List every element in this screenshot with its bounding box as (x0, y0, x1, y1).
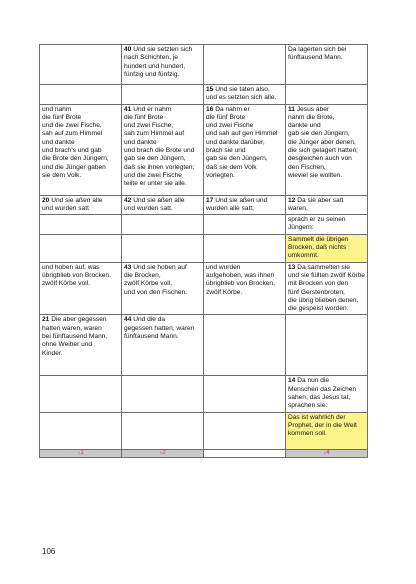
verse-text: die fünf Brote (42, 113, 82, 121)
verse-text: daß sie dem Volk (206, 163, 257, 171)
cell-text-line (288, 377, 365, 385)
verse-text: Und sie aßen und (215, 196, 268, 204)
table-cell (40, 215, 122, 235)
cell-text-line (206, 122, 283, 130)
cell-text-line (42, 122, 119, 130)
cell-text-line (288, 164, 365, 172)
cell-text-line (288, 280, 365, 288)
table-cell (122, 215, 204, 235)
cell-text-line (124, 316, 201, 324)
verse-text: dankte und (288, 122, 321, 130)
verse-number: 17 (206, 196, 214, 204)
cell-text-line (42, 316, 119, 324)
cell-text-line (206, 272, 283, 280)
verse-text: sprachen sie: (288, 402, 328, 410)
cell-text-line (288, 386, 365, 394)
verse-text: gegessen hatten, waren (124, 324, 195, 332)
table-cell (40, 234, 122, 262)
cell-text-line (124, 180, 201, 188)
table-row (40, 215, 368, 235)
cell-text-line (124, 325, 201, 333)
verse-text: Und sie hoben auf (133, 263, 187, 271)
table-cell (286, 412, 368, 449)
cell-text-line (288, 224, 365, 232)
nav-link-1[interactable]: ↓1 (40, 449, 122, 457)
cell-text-line (124, 155, 201, 163)
verse-text: und von den Fischen. (124, 288, 188, 296)
table-cell (204, 234, 286, 262)
verse-number: 16 (206, 105, 214, 113)
cell-text-line (124, 197, 201, 205)
verse-text: hatten waren, waren (42, 324, 102, 332)
verse-text: sie dem Volk. (42, 171, 82, 179)
verse-text: und die zwei Fische (124, 171, 182, 179)
cell-text-line (288, 130, 365, 138)
verse-text: übrigblieb von Brocken, (42, 271, 111, 279)
verse-text: Da sie aber satt (297, 196, 344, 204)
verse-text: den Fischen, (288, 163, 326, 171)
cell-text-line (42, 147, 119, 155)
table-cell (204, 85, 286, 105)
verse-text: und brach's und gab (42, 147, 102, 155)
cell-text-line (288, 272, 365, 280)
verse-text: und sie füllten zwölf Körbe (288, 271, 365, 279)
cell-text-line (206, 205, 283, 213)
cell-text-line (206, 114, 283, 122)
verse-text: die fünf Brote (124, 113, 164, 121)
table-cell (286, 215, 368, 235)
cell-text-line (288, 46, 365, 54)
verse-text: die übrig blieben denen, (288, 296, 359, 304)
cell-text-line (206, 106, 283, 114)
verse-text: und zwei Fische (206, 122, 254, 130)
cell-text-line (288, 114, 365, 122)
verse-text: wurden alle satt; (206, 204, 255, 212)
verse-text: bei fünftausend Mann, (42, 333, 108, 341)
verse-text: nach Schichten, je (124, 54, 178, 62)
table-cell (122, 45, 204, 85)
verse-text: Prophet, der in die Welt (288, 421, 357, 429)
table-cell (204, 262, 286, 315)
cell-text-line (42, 164, 119, 172)
cell-text-line (288, 216, 365, 224)
cell-text-line (288, 422, 365, 430)
cell-text-line (124, 280, 201, 288)
cell-text-line (288, 264, 365, 272)
cell-text-line (42, 106, 119, 114)
verse-text: fünfzig und fünfzig. (124, 70, 180, 78)
verse-text: Kinder. (42, 349, 63, 357)
table-row (40, 234, 368, 262)
table-cell (286, 104, 368, 195)
cell-text-line (42, 350, 119, 358)
table-cell (204, 45, 286, 85)
synopsis-table (39, 44, 368, 458)
cell-text-line (124, 106, 201, 114)
cell-text-line (206, 86, 283, 94)
verse-text: gab sie den Jüngern, (124, 155, 186, 163)
cell-text-line (206, 289, 283, 297)
verse-number: 40 (124, 46, 132, 53)
verse-text: gab sie den Jüngern, (206, 155, 268, 163)
verse-number: 15 (206, 86, 214, 93)
cell-text-line (124, 289, 201, 297)
page-number: 106 (42, 547, 56, 556)
table-cell (204, 215, 286, 235)
table-cell (204, 315, 286, 376)
verse-text: die Brote den Jüngern, (42, 155, 109, 163)
cell-text-line (124, 63, 201, 71)
cell-text-line (124, 54, 201, 62)
nav-link-4[interactable]: ↓4 (286, 449, 368, 457)
verse-text: Und die da (133, 316, 166, 324)
verse-text: Jesus aber (296, 105, 330, 113)
cell-text-line (42, 280, 119, 288)
cell-text-line (124, 122, 201, 130)
verse-text: und dankte darüber, (206, 138, 265, 146)
table-row (40, 262, 368, 315)
verse-text: desgleichen auch von (288, 155, 352, 163)
verse-number: 42 (124, 196, 132, 204)
cell-text-line (288, 172, 365, 180)
cell-text-line (42, 341, 119, 349)
verse-text: fünf Gerstenbroten, (288, 288, 345, 296)
verse-text: sah zum Himmel auf (124, 130, 185, 138)
verse-text: und hoben auf, was (42, 263, 100, 271)
cell-text-line (288, 147, 365, 155)
verse-text: waren, (288, 204, 308, 212)
verse-number: 44 (124, 316, 132, 324)
verse-text: Und sie taten also, (215, 86, 270, 93)
cell-text-line (288, 54, 365, 62)
verse-text: Das ist wahrlich der (288, 413, 346, 421)
verse-text: und wurden satt (42, 204, 89, 212)
verse-text: Sammelt die übrigen (288, 235, 349, 243)
verse-text: und zwei Fische, (124, 122, 174, 130)
nav-link-3 (204, 449, 286, 457)
table-cell (204, 195, 286, 215)
cell-text-line (288, 394, 365, 402)
verse-text: ohne Weiber und (42, 341, 93, 349)
cell-text-line (288, 155, 365, 163)
verse-number: 11 (288, 105, 295, 113)
verse-text: kommen soll. (288, 430, 327, 438)
verse-number: 41 (124, 105, 132, 113)
table-row (40, 45, 368, 85)
verse-text: und die zwei Fische, (42, 122, 102, 130)
cell-text-line (42, 172, 119, 180)
verse-text: sprach er zu seinen (288, 216, 346, 224)
cell-text-line (288, 244, 365, 252)
verse-text: und wurden satt. (124, 204, 173, 212)
verse-text: mit Brocken von den (288, 280, 349, 288)
cell-text-line (42, 197, 119, 205)
table-cell (40, 85, 122, 105)
cell-text-line (288, 106, 365, 114)
verse-text: Menschen das Zeichen (288, 385, 357, 393)
table-cell (204, 376, 286, 412)
verse-text: und wurden (206, 263, 241, 271)
table-row (40, 85, 368, 105)
verse-text: und sah auf gen Himmel (206, 130, 278, 138)
table-cell (40, 104, 122, 195)
table-cell (286, 45, 368, 85)
table-cell (286, 262, 368, 315)
cell-text-line (124, 139, 201, 147)
verse-text: zwölf Körbe. (206, 288, 243, 296)
verse-text: die gespeist worden. (288, 305, 349, 313)
cell-text-line (288, 197, 365, 205)
cell-text-line (288, 402, 365, 410)
cell-text-line (124, 130, 201, 138)
cell-text-line (124, 205, 201, 213)
verse-text: die Brocken, (124, 271, 161, 279)
verse-text: wieviel sie wollten. (288, 171, 343, 179)
cell-text-line (124, 46, 201, 54)
verse-text: Die aber gegessen (51, 316, 107, 324)
table-cell (286, 376, 368, 412)
table-cell (122, 315, 204, 376)
table-cell (122, 376, 204, 412)
verse-text: und dankte (42, 138, 75, 146)
cell-text-line (288, 414, 365, 422)
table-cell (40, 195, 122, 215)
table-cell (122, 262, 204, 315)
verse-text: Da lagerten sich bei (288, 46, 347, 53)
table-cell (204, 412, 286, 449)
cell-text-line (206, 130, 283, 138)
verse-number: 13 (288, 263, 296, 271)
cell-text-line (206, 197, 283, 205)
verse-text: fünftausend Mann. (124, 333, 179, 341)
verse-text: daß sie ihnen vorlegten; (124, 163, 195, 171)
table-cell (122, 412, 204, 449)
verse-text: umkommt. (288, 252, 319, 260)
cell-text-line (124, 272, 201, 280)
verse-text: aufgehoben, was ihnen (206, 271, 275, 279)
verse-text: vorlegten. (206, 171, 235, 179)
verse-text: und die Jünger gaben (42, 163, 106, 171)
table-cell (286, 234, 368, 262)
verse-number: 21 (42, 316, 50, 324)
verse-text: zwölf Körbe voll. (42, 280, 91, 288)
cell-text-line (42, 155, 119, 163)
cell-text-line (206, 94, 283, 102)
verse-text: gab sie den Jüngern, (288, 130, 350, 138)
cell-text-line (288, 297, 365, 305)
cell-text-line (42, 130, 119, 138)
cell-text-line (42, 139, 119, 147)
cell-text-line (124, 333, 201, 341)
verse-text: brach sie und (206, 147, 246, 155)
verse-text: Da nun die (297, 377, 330, 385)
table-row (40, 315, 368, 376)
cell-text-line (124, 71, 201, 79)
table-row (40, 195, 368, 215)
cell-text-line (288, 252, 365, 260)
cell-text-line (42, 272, 119, 280)
table-cell (122, 85, 204, 105)
cell-text-line (42, 264, 119, 272)
table-cell (40, 376, 122, 412)
table-cell (286, 195, 368, 215)
cell-text-line (288, 236, 365, 244)
cell-text-line (288, 205, 365, 213)
verse-text: sahen, das Jesus tat, (288, 394, 351, 402)
verse-number: 12 (288, 196, 296, 204)
verse-text: die fünf Brote (206, 113, 246, 121)
table-cell (122, 234, 204, 262)
verse-text: die sich gelagert hatten; (288, 147, 359, 155)
verse-text: die Jünger aber denen, (288, 138, 356, 146)
table-cell (40, 45, 122, 85)
cell-text-line (206, 172, 283, 180)
table-cell (286, 315, 368, 376)
cell-text-line (124, 264, 201, 272)
cell-text-line (288, 430, 365, 438)
verse-text: Brocken, daß nichts (288, 244, 347, 252)
verse-text: fünftausend Mann. (288, 54, 343, 62)
verse-text: Und sie aßen alle (51, 196, 103, 204)
cell-text-line (42, 114, 119, 122)
cell-text-line (288, 122, 365, 130)
table-cell (40, 262, 122, 315)
cell-text-line (206, 164, 283, 172)
verse-text: nahm die Brote, (288, 113, 335, 121)
table-cell (122, 195, 204, 215)
table-cell (40, 315, 122, 376)
verse-text: zwölf Körbe voll, (124, 280, 173, 288)
cell-text-line (124, 164, 201, 172)
verse-text: und brach die Brote und (124, 147, 195, 155)
verse-text: übrigblieb von Brocken, (206, 280, 275, 288)
table-cell (204, 104, 286, 195)
cell-text-line (288, 305, 365, 313)
verse-text: und nahm (42, 105, 72, 113)
table-row (40, 104, 368, 195)
verse-text: Da nahm er (215, 105, 250, 113)
cell-text-line (42, 325, 119, 333)
verse-text: Da sammelten sie (297, 263, 350, 271)
table-row (40, 376, 368, 412)
navigation-row (40, 449, 368, 457)
verse-text: teilte er unter sie alle. (124, 180, 187, 188)
cell-text-line (124, 147, 201, 155)
cell-text-line (206, 155, 283, 163)
cell-text-line (124, 172, 201, 180)
verse-text: Jüngern: (288, 224, 314, 232)
cell-text-line (206, 264, 283, 272)
verse-number: 20 (42, 196, 50, 204)
nav-link-2[interactable]: ↓2 (122, 449, 204, 457)
synopsis-body (40, 45, 368, 458)
cell-text-line (206, 280, 283, 288)
cell-text-line (288, 289, 365, 297)
cell-text-line (42, 333, 119, 341)
cell-text-line (206, 139, 283, 147)
table-cell (122, 104, 204, 195)
verse-number: 43 (124, 263, 132, 271)
verse-text: Und sie setzten sich (133, 46, 193, 53)
verse-text: Und er nahm (133, 105, 172, 113)
table-cell (40, 412, 122, 449)
table-cell (286, 85, 368, 105)
verse-text: hundert und hundert, (124, 62, 186, 70)
cell-text-line (288, 139, 365, 147)
verse-text: sah auf zum Himmel (42, 130, 103, 138)
cell-text-line (124, 114, 201, 122)
verse-text: und es setzten sich alle. (206, 94, 277, 102)
cell-text-line (206, 147, 283, 155)
verse-text: und dankte (124, 138, 157, 146)
table-row (40, 412, 368, 449)
verse-text: Und sie aßen alle (133, 196, 185, 204)
verse-number: 14 (288, 377, 296, 385)
cell-text-line (42, 205, 119, 213)
